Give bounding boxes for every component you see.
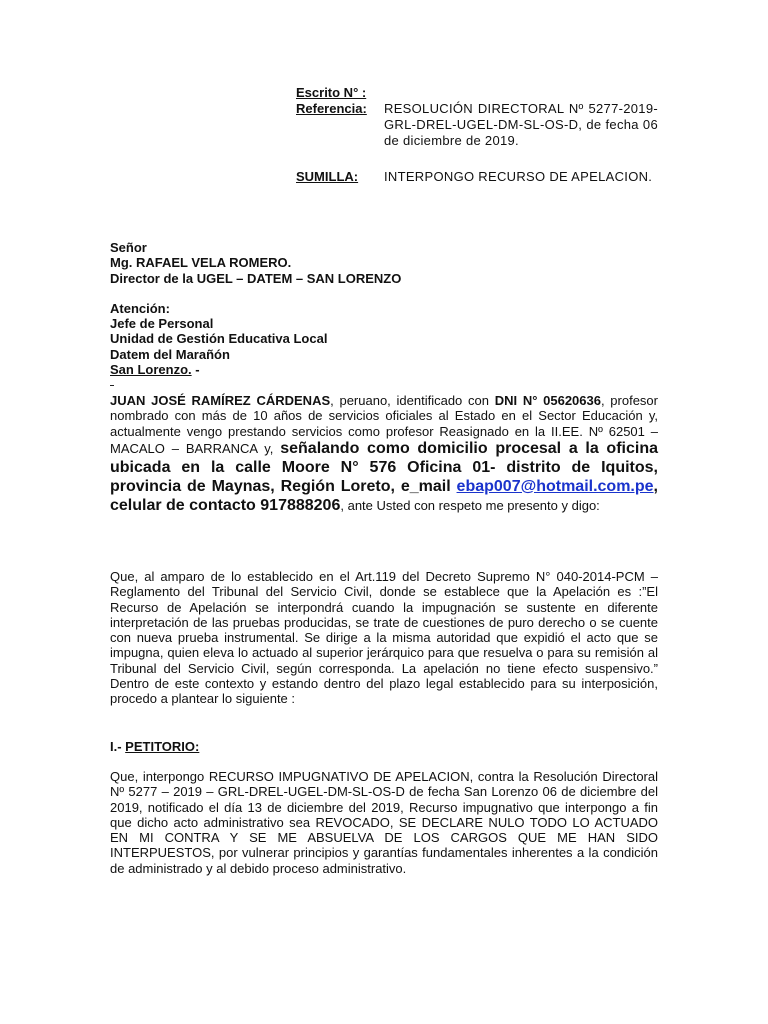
city-line [110,362,658,377]
sumilla-row [296,169,658,185]
divider-mark [110,385,114,386]
sumilla-value: INTERPONGO RECURSO DE APELACION. [384,169,653,184]
intro-text-1: , peruano, identificado con [330,393,495,408]
section-petitorio-title [110,739,658,754]
city-suffix: - [191,362,200,378]
escrito-label: Escrito N° : [296,85,367,100]
section-number: I.- [110,739,126,754]
phone-text: , celular de contacto 917888206 [110,477,658,514]
addressee-name: Mg. RAFAEL VELA ROMERO. [110,255,292,271]
city: San Lorenzo. [110,362,192,378]
attention-line-1: Jefe de Personal [110,316,214,332]
escrito-row [296,85,658,101]
attention-line-3: Datem del Marañón [110,346,230,362]
document-header [296,85,658,185]
addressee-position: Director de la UGEL – DATEM – SAN LORENZO [110,270,402,286]
referencia-row [296,101,658,149]
intro-text-3: , ante Usted con respeto me presento y digo: [340,497,600,513]
petitioner-name: JUAN JOSÉ RAMÍREZ CÁRDENAS [110,393,331,408]
intro-text-2: , profesor nombrado con más de 10 años de servicios oficiales al Estado en el Sector Educación y, actualmente vengo prestando servicios como profesor Reasignado en la II.EE. Nº 62501 – MACALO – BARRANCA y, [110,393,658,456]
domicile-text: señalando como domicilio procesal a la oficina ubicada en la calle Moore N° 576 Oficina 01- distrito de Iquitos, provincia de Maynas, Región Loreto, e_mail [110,439,658,495]
legal-basis-paragraph: Que, al amparo de lo establecido en el Art.119 del Decreto Supremo N° 040-2014-PCM – Reglamento del Tribunal del Servicio Civil, donde se establece que la Apelación es :”El Recurso de Apelación se interpondrá cuando la impugnación se sustente en diferente interpretación de las pruebas producidas, se trate de cuestiones de puro derecho o se cuente con nueva prueba instrumental. Se dirige a la misma autoridad que expidió el acto que se impugna, quien eleva lo actuado al superior jerárquico para que resuelva o para su remisión al Tribunal del Servicio Civil, según corresponda. La apelación no tiene efecto suspensivo.” Dentro de este contexto y estando dentro del plazo legal establecido para su interposición, procedo a plantear lo siguiente : [110,569,658,707]
section-title-text: PETITORIO: [125,739,200,754]
addressee-block [110,240,658,377]
referencia-label: Referencia: [296,101,367,116]
attention-line-2: Unidad de Gestión Educativa Local [110,331,328,347]
sumilla-label: SUMILLA: [296,169,359,184]
intro-paragraph [110,393,658,515]
referencia-value: RESOLUCIÓN DIRECTORAL Nº 5277-2019-GRL-DREL-UGEL-DM-SL-OS-D, de fecha 06 de diciembre de 2019. [384,101,658,148]
greeting: Señor [110,240,147,255]
petitioner-dni: DNI N° 05620636 [494,393,601,408]
attention-label: Atención: [110,300,170,316]
email-link[interactable]: ebap007@hotmail.com.pe [456,477,654,495]
petitorio-paragraph: Que, interpongo RECURSO IMPUGNATIVO DE APELACION, contra la Resolución Directoral Nº 5277 – 2019 – GRL-DREL-UGEL-DM-SL-OS-D de fecha San Lorenzo 06 de diciembre del 2019, notificado el día 13 de diciembre del 2019, Recurso impugnativo que interpongo a fin que dicho acto administrativo sea REVOCADO, SE DECLARE NULO TODO LO ACTUADO EN MI CONTRA Y SE ME ABSUELVA DE LOS CARGOS QUE ME HAN SIDO INTERPUESTOS, por vulnerar principios y garantías fundamentales inherentes a la condición de administrado y al debido proceso administrativo. [110,769,658,876]
